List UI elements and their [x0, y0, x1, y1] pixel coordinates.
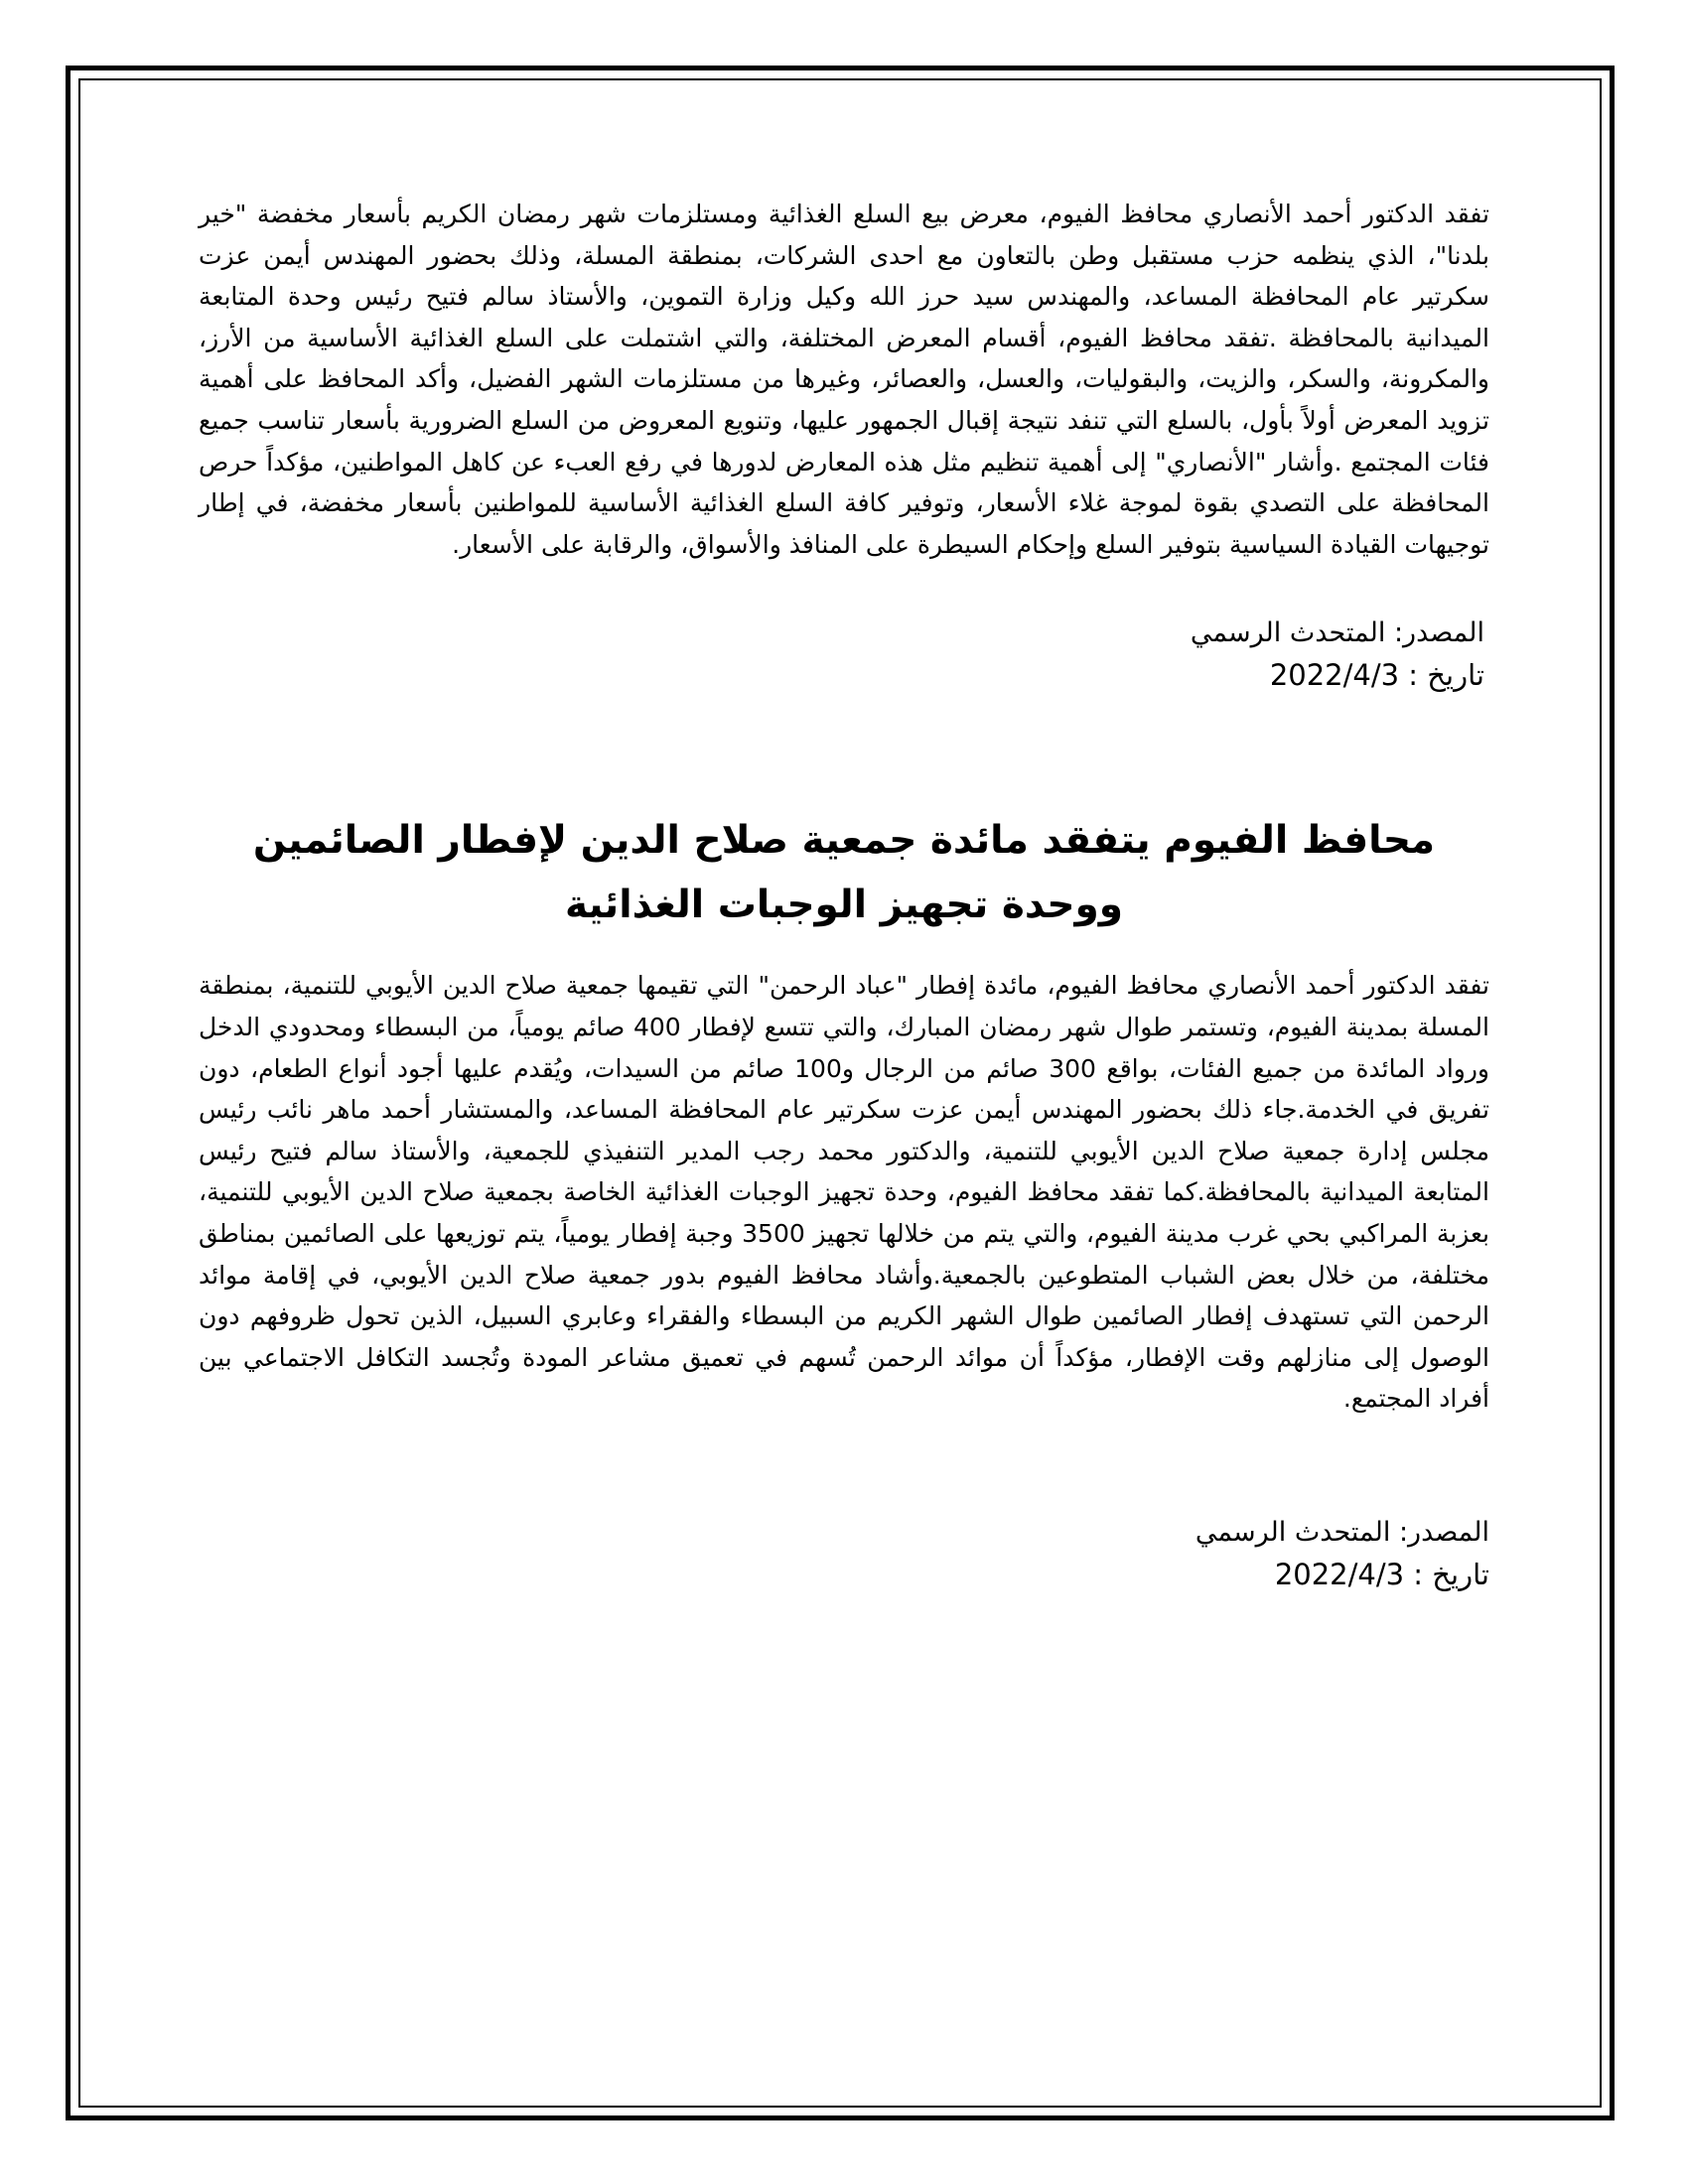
article-1-body: تفقد الدكتور أحمد الأنصاري محافظ الفيوم، معرض بيع السلع الغذائية ومستلزمات شهر رمضان الكريم بأسعار مخفضة "خير بلدنا"، الذي ينظمه حزب مستقبل وطن بالتعاون مع احدى الشركات، بمنطقة المسلة، وذلك بحضور المهندس أيمن عزت سكرتير عام المحافظة المساعد، والمهندس سيد حرز الله وكيل وزارة التموين، والأستاذ سالم فتيح رئيس وحدة المتابعة الميدانية بالمحافظة .تفقد محافظ الفيوم، أقسام المعرض المختلفة، والتي اشتملت على السلع الغذائية الأساسية من الأرز، والمكرونة، والسكر، والزيت، والبقوليات، والعسل، والعصائر، وغيرها من مستلزمات الشهر الفضيل، وأكد المحافظ على أهمية تزويد المعرض أولاً بأول، بالسلع التي تنفد نتيجة إقبال الجمهور عليها، وتنويع المعروض من السلع الضرورية بأسعار تناسب جميع فئات المجتمع .وأشار "الأنصاري" إلى أهمية تنظيم مثل هذه المعارض لدورها في رفع العبء عن كاهل المواطنين، مؤكداً حرص المحافظة على التصدي بقوة لموجة غلاء الأسعار، وتوفير كافة السلع الغذائية الأساسية للمواطنين بأسعار مخفضة، في إطار توجيهات القيادة السياسية بتوفير السلع وإحكام السيطرة على المنافذ والأسواق، والرقابة على الأسعار.: [199, 200, 1489, 559]
article-2-date-line: [199, 1554, 1489, 1595]
article-2-meta: [199, 1512, 1489, 1595]
article-1-date-line: [199, 654, 1484, 696]
article-1-date: 2022/4/3: [1269, 658, 1400, 693]
article-1-source: المصدر: المتحدث الرسمي: [1190, 617, 1484, 649]
article-1-date-label: تاريخ :: [1408, 658, 1484, 693]
article-2-date: 2022/4/3: [1274, 1557, 1405, 1591]
article-2: [199, 808, 1489, 1595]
article-2-body: تفقد الدكتور أحمد الأنصاري محافظ الفيوم، مائدة إفطار "عباد الرحمن" التي تقيمها جمعية صلاح الدين الأيوبي للتنمية، بمنطقة المسلة بمدينة الفيوم، وتستمر طوال شهر رمضان المبارك، والتي تتسع لإفطار 400 صائم يومياً، من البسطاء ومحدودي الدخل ورواد المائدة من جميع الفئات، بواقع 300 صائم من الرجال و100 صائم من السيدات، ويُقدم عليها أجود أنواع الطعام، دون تفريق في الخدمة.جاء ذلك بحضور المهندس أيمن عزت سكرتير عام المحافظة المساعد، والمستشار أحمد ماهر نائب رئيس مجلس إدارة جمعية صلاح الدين الأيوبي للتنمية، والدكتور محمد رجب المدير التنفيذي للجمعية، والأستاذ سالم فتيح رئيس المتابعة الميدانية بالمحافظة.كما تفقد محافظ الفيوم، وحدة تجهيز الوجبات الغذائية الخاصة بجمعية صلاح الدين الأيوبي للتنمية، بعزبة المراكبي بحي غرب مدينة الفيوم، والتي يتم من خلالها تجهيز 3500 وجبة إفطار يومياً، يتم توزيعها على الصائمين بمناطق مختلفة، من خلال بعض الشباب المتطوعين بالجمعية.وأشاد محافظ الفيوم بدور جمعية صلاح الدين الأيوبي، في إقامة موائد الرحمن التي تستهدف إفطار الصائمين طوال الشهر الكريم من البسطاء والفقراء وعابري السبيل، الذين تحول ظروفهم دون الوصول إلى منازلهم وقت الإفطار، مؤكداً أن موائد الرحمن تُسهم في تعميق مشاعر المودة وتُجسد التكافل الاجتماعي بين أفراد المجتمع.: [199, 971, 1490, 1414]
document-content: [199, 194, 1489, 1595]
article-2-headline: محافظ الفيوم يتفقد مائدة جمعية صلاح الدين لإفطار الصائمين ووحدة تجهيز الوجبات الغذائية: [252, 818, 1436, 928]
article-2-source: المصدر: المتحدث الرسمي: [1195, 1516, 1489, 1548]
article-1-meta: [199, 613, 1489, 696]
article-1: [199, 194, 1489, 696]
article-2-date-label: تاريخ :: [1413, 1557, 1489, 1591]
